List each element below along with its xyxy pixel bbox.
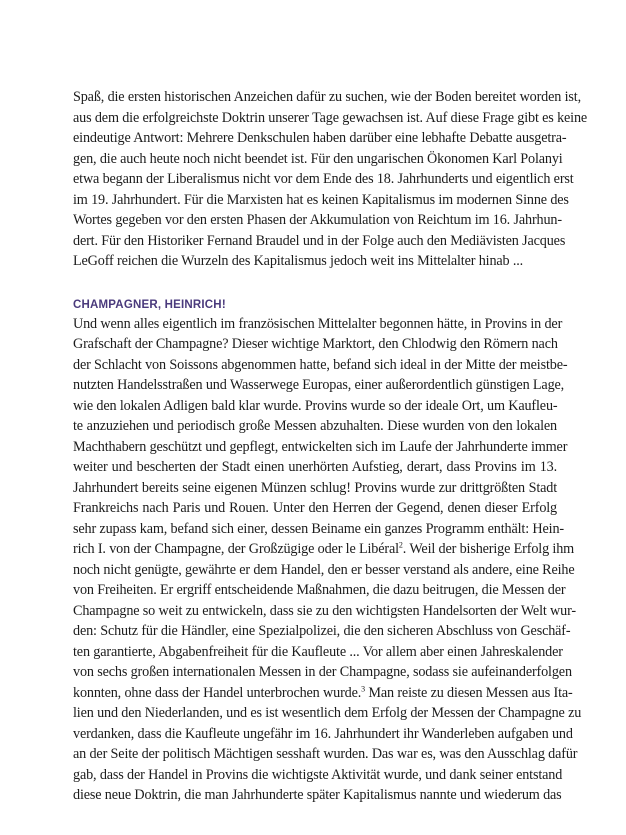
text-line: von sechs großen internationalen Messen in der Champagne, sodass sie aufeinanderfolgen bbox=[73, 664, 572, 680]
text-line: nutzten Handelsstraßen und Wasserwege Europas, einer außerordentlich günstigen Lage, bbox=[73, 377, 565, 393]
text-line: Frankreichs nach Paris und Rouen. Unter den Herren der Gegend, denen dieser Erfolg bbox=[73, 500, 557, 516]
section-spacer bbox=[73, 272, 557, 296]
text-line: lien und den Niederlanden, und es ist wesentlich dem Erfolg der Messen der Champagne zu bbox=[73, 705, 582, 721]
paragraph-champagne bbox=[73, 314, 582, 806]
book-page bbox=[73, 87, 588, 806]
text-run: . Weil der bisherige Erfolg ihm bbox=[402, 541, 575, 557]
text-run: konnten, ohne dass der Handel unterbrochen wurde. bbox=[73, 684, 362, 701]
text-line bbox=[73, 683, 573, 704]
text-line: der Schlacht von Soissons abgenommen hatte, befand sich ideal in der Mitte der meistbe- bbox=[73, 356, 568, 373]
text-line: etwa begann der Liberalismus nicht vor dem Ende des 18. Jahrhunderts und eigentlich erst bbox=[73, 171, 574, 187]
footnote-ref-2[interactable]: 2 bbox=[398, 540, 403, 550]
text-line: Wortes gegeben vor den ersten Phasen der Akkumulation von Reichtum im 16. Jahrhun- bbox=[73, 212, 562, 228]
text-line: LeGoff reichen die Wurzeln des Kapitalismus jedoch weit ins Mittelalter hinab ... bbox=[73, 253, 524, 269]
text-line: ten garantierte, Abgabenfreiheit für die Kaufleute ... Vor allem aber einen Jahreskalender bbox=[73, 643, 563, 660]
text-line: sehr zupass kam, befand sich einer, dessen Beiname ein ganzes Programm enthält: Hein- bbox=[73, 520, 564, 537]
text-line: im 19. Jahrhundert. Für die Marxisten hat es keinen Kapitalismus im modernen Sinne des bbox=[73, 191, 569, 208]
text-line: Champagne so weit zu entwickeln, dass sie zu den wichtigsten Handelsorten der Welt wur- bbox=[73, 602, 576, 619]
text-line: te anzuziehen und periodisch große Messen abzuhalten. Diese wurden von den lokalen bbox=[73, 418, 557, 434]
text-run: rich I. von der Champagne, der Großzügige oder le Libéral bbox=[73, 541, 399, 557]
text-line: Jahrhundert bereits seine eigenen Münzen schlug! Provins wurde zur drittgrößten Stadt bbox=[73, 479, 557, 496]
text-line: aus dem die erfolgreichste Doktrin unserer Tage gewachsen ist. Auf diese Frage gibt es keine bbox=[73, 109, 588, 126]
text-line: gab, dass der Handel in Provins die wichtigste Aktivität wurde, und dank seiner entstand bbox=[73, 766, 563, 783]
text-line: Und wenn alles eigentlich im französischen Mittelalter begonnen hätte, in Provins in der bbox=[73, 315, 563, 332]
text-line: verdanken, dass die Kaufleute ungefähr im 16. Jahrhundert ihr Wanderleben aufgaben und bbox=[73, 725, 573, 742]
text-line bbox=[73, 539, 575, 560]
text-line: von Freiheiten. Er ergriff entscheidende Maßnahmen, die dazu beitrugen, die Messen der bbox=[73, 582, 566, 598]
text-line: eindeutige Antwort: Mehrere Denkschulen haben darüber eine lebhafte Debatte ausgetra- bbox=[73, 130, 567, 146]
text-line: diese neue Doktrin, die man Jahrhunderte später Kapitalismus nannte und wiederum das bbox=[73, 787, 562, 803]
text-line: an der Seite der politisch Mächtigen sesshaft wurden. Das war es, was den Ausschlag dafür bbox=[73, 746, 578, 762]
paragraph-intro bbox=[73, 87, 588, 272]
section-heading: CHAMPAGNER, HEINRICH! bbox=[73, 298, 226, 311]
text-line: Machthabern geschützt und gepflegt, entwickelten sich im Laufe der Jahrhunderte immer bbox=[73, 438, 568, 455]
text-line: gen, die auch heute noch nicht beendet ist. Für den ungarischen Ökonomen Karl Polanyi bbox=[73, 150, 563, 167]
text-line: Grafschaft der Champagne? Dieser wichtige Marktort, den Chlodwig den Römern nach bbox=[73, 336, 558, 352]
text-run: Man reiste zu diesen Messen aus Ita- bbox=[365, 684, 573, 701]
text-line: weiter und bescherten der Stadt einen unerhörten Aufstieg, derart, dass Provins im 13. bbox=[73, 459, 557, 475]
text-line: wie den lokalen Adligen bald klar wurde. Provins wurde so der ideale Ort, um Kaufleu- bbox=[73, 397, 558, 414]
text-line: dert. Für den Historiker Fernand Braudel und in der Folge auch den Mediävisten Jacques bbox=[73, 232, 566, 249]
text-line: Spaß, die ersten historischen Anzeichen dafür zu suchen, wie der Boden bereitet worden ist, bbox=[73, 89, 581, 105]
text-line: den: Schutz für die Händler, eine Spezialpolizei, die den sicheren Abschluss von Geschäf- bbox=[73, 623, 571, 639]
text-line: noch nicht genügte, gewährte er dem Handel, den er besser verstand als andere, eine Reihe bbox=[73, 561, 575, 578]
footnote-ref-3[interactable]: 3 bbox=[361, 683, 365, 693]
